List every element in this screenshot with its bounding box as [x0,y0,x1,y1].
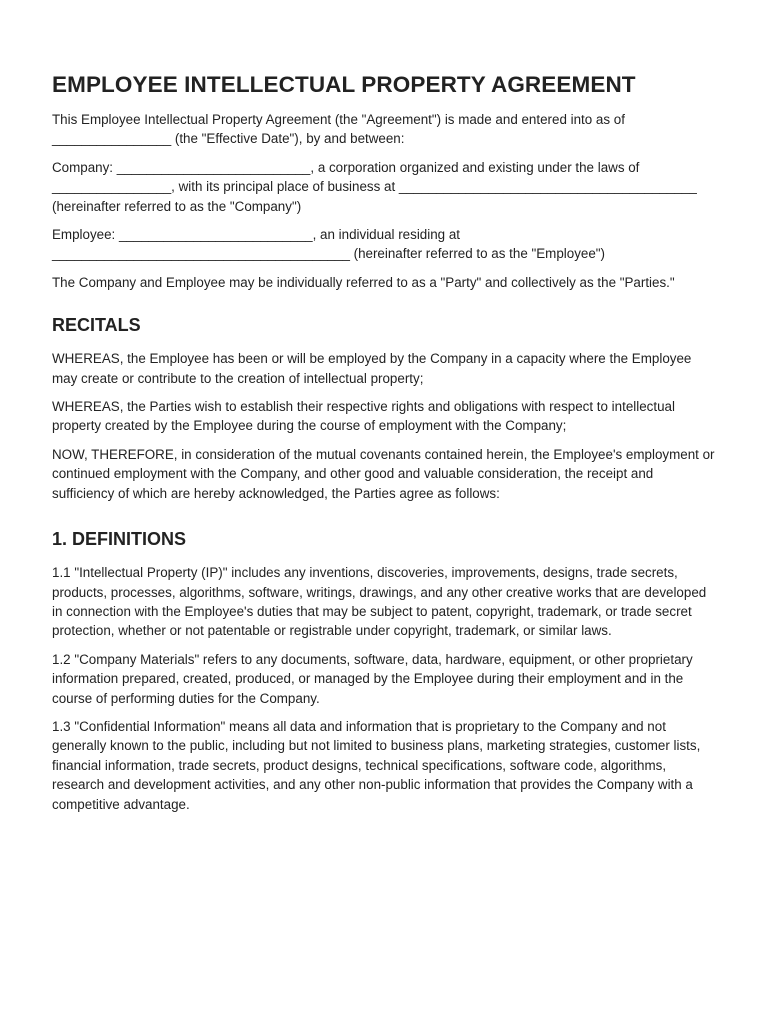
recitals-heading: RECITALS [52,315,141,336]
definition-paragraph: 1.3 "Confidential Information" means all data and information that is proprietary to the Company and not generally known to the public, including but not limited to business plans, marketing strategies, customer lists, financial information, trade secrets, product designs, technical specifications, software code, algorithms, research and development activities, and any other non-public information that provides the Company with a competitive advantage. [52,718,701,812]
recital-paragraph: WHEREAS, the Employee has been or will be employed by the Company in a capacity where the Employee may create or contribute to the creation of intellectual property; [52,351,692,386]
recital-paragraph: NOW, THEREFORE, in consideration of the mutual covenants contained herein, the Employee's employment or continued employment with the Company, and other good and valuable consideration, the receipt and sufficiency of which are hereby acknowledged, the Parties agree as follows: [52,446,715,501]
parties-definition: The Company and Employee may be individually referred to as a "Party" and collectively as the "Parties." [52,274,675,290]
definition-paragraph: 1.2 "Company Materials" refers to any documents, software, data, hardware, equipment, or other proprietary information prepared, created, produced, or managed by the Employee during their employment and in the course of performing duties for the Company. [52,651,693,706]
employee-party-block: Employee: __________________________, an individual residing at ________________________________________ (hereinafter referred to as the "Employee") [52,227,606,262]
company-party-block: Company: __________________________, a corporation organized and existing under the laws of ________________, with its principal place of business at ________________________________________ (hereinafter referred to as the "Company") [52,159,697,214]
document-title: EMPLOYEE INTELLECTUAL PROPERTY AGREEMENT [52,72,636,97]
definitions-heading: 1. DEFINITIONS [52,529,187,550]
definition-paragraph: 1.1 "Intellectual Property (IP)" includes any inventions, discoveries, improvements, designs, trade secrets, products, processes, algorithms, software, writings, drawings, and any other creative works that are developed in connection with the Employee's duties that may be subject to patent, copyright, trademark, or trade secret protection, whether or not patentable or registrable under copyright, trademark, or similar laws. [52,565,707,639]
intro-paragraph: This Employee Intellectual Property Agreement (the "Agreement") is made and entered into as of ________________ (the "Effective Date"), by and between: [52,112,625,147]
recital-paragraph: WHEREAS, the Parties wish to establish their respective rights and obligations with respect to intellectual property created by the Employee during the course of employment with the Company; [52,399,675,434]
